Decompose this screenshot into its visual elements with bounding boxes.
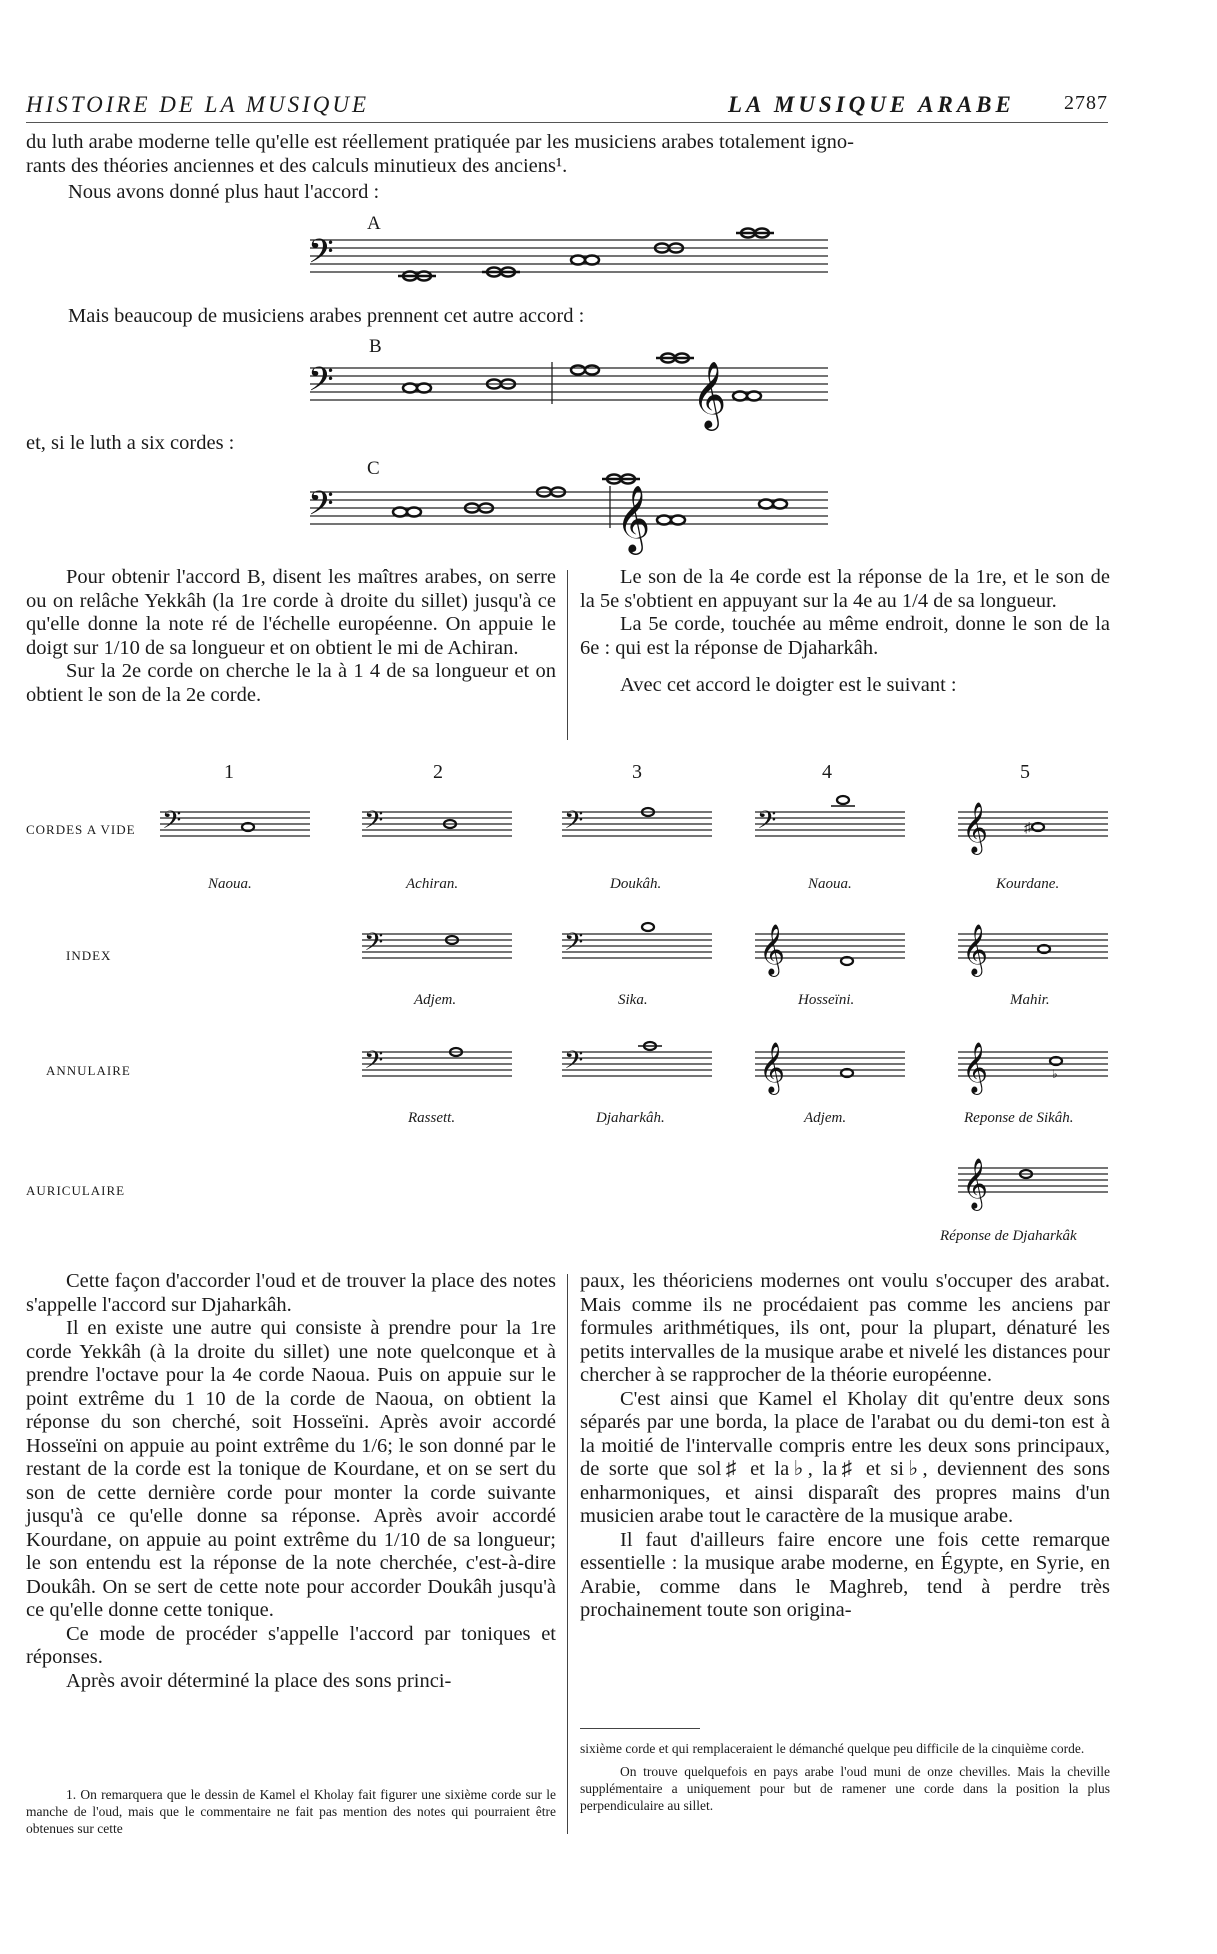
- intro-line-3: Nous avons donné plus haut l'accord :: [68, 181, 380, 203]
- svg-text:𝄢: 𝄢: [364, 928, 384, 963]
- row-label: CORDES A VIDE: [26, 822, 136, 837]
- column-number: 3: [632, 761, 642, 783]
- paragraph: Ce mode de procéder s'appelle l'accord par toniques et réponses.: [26, 1622, 556, 1668]
- note-name: Rassett.: [408, 1110, 456, 1126]
- column-number: 5: [1020, 761, 1030, 783]
- paragraph: Après avoir déterminé la place des sons princi-: [66, 1669, 452, 1692]
- svg-text:𝄞: 𝄞: [692, 360, 727, 428]
- svg-text:𝄢: 𝄢: [364, 1046, 384, 1081]
- footnote-right: [580, 1740, 1110, 1814]
- note-name: Achiran.: [406, 876, 459, 892]
- note-name: Kourdane.: [996, 876, 1060, 892]
- paragraph: C'est ainsi que Kamel el Kholay dit qu'entre deux sons séparés par une borda, la place de l'arabat ou du demi-ton est à la moitié de l'intervalle compris entre les deux sons principaux, de sorte que sol♯ et la♭, la♯ et si♭, deviennent des sons enharmoniques, et ainsi disparaît des propres mains d'un musicien arabe tout le caractère de la musique arabe.: [580, 1387, 1110, 1527]
- footnote-rule: [580, 1728, 700, 1729]
- staff-rassett: [362, 1048, 512, 1088]
- column-number: 4: [822, 761, 832, 783]
- staff-adjem-2: [755, 1042, 905, 1093]
- note-name: Naoua.: [808, 876, 852, 892]
- staff-doukah: [562, 808, 712, 848]
- staff-kourdane: [958, 802, 1108, 853]
- staff-achiran: [362, 808, 512, 848]
- accord-c-staff: [300, 484, 830, 552]
- note-name: Hosseïni.: [798, 992, 855, 1008]
- svg-text:𝄞: 𝄞: [759, 924, 786, 975]
- note-name: Réponse de Djaharkâk: [940, 1228, 1077, 1244]
- svg-text:𝄢: 𝄢: [564, 806, 584, 841]
- staff-reponse-sikah: [958, 1042, 1108, 1093]
- column-rule: [567, 570, 568, 740]
- svg-text:𝄢: 𝄢: [564, 1046, 584, 1081]
- running-header-left: HISTOIRE DE LA MUSIQUE: [26, 92, 370, 117]
- svg-text:𝄢: 𝄢: [308, 485, 334, 531]
- paragraph: Il faut d'ailleurs faire encore une fois cette remarque essentielle : la musique arabe moderne, en Égypte, en Syrie, en Arabie, comme dans le Maghreb, tend à perdre très prochainement toute son origina-: [580, 1528, 1110, 1621]
- note-name: Doukâh.: [610, 876, 662, 892]
- column-rule: [567, 1274, 568, 1834]
- svg-text:𝄢: 𝄢: [308, 233, 334, 279]
- footnote-text: On trouve quelquefois en pays arabe l'oud muni de onze chevilles. Mais la cheville supplémentaire a uniquement pour but de ramener une corde dans la position la plus perpendiculaire au sillet.: [580, 1764, 1110, 1813]
- intro-line-2: rants des théories anciennes et des calculs minutieux des anciens¹.: [26, 155, 568, 177]
- row-label: AURICULAIRE: [26, 1183, 126, 1198]
- accord-c-label: C: [367, 458, 380, 479]
- note-name: Djaharkâh.: [596, 1110, 665, 1126]
- svg-text:𝄞: 𝄞: [616, 484, 651, 552]
- note-name: Mahir.: [1010, 992, 1050, 1008]
- column-number: 1: [224, 761, 234, 783]
- staff-reponse-djaharkah: [958, 1158, 1108, 1209]
- svg-text:𝄞: 𝄞: [962, 802, 989, 853]
- top-left-column: [26, 566, 556, 707]
- paragraph: Le son de la 4e corde est la réponse de la 1re, et le son de la 5e s'obtient en appuyant sur la 4e au 1/4 de sa longueur.: [580, 566, 1110, 612]
- svg-text:𝄢: 𝄢: [364, 806, 384, 841]
- svg-text:𝄞: 𝄞: [962, 924, 989, 975]
- footnote-text: 1. On remarquera que le dessin de Kamel el Kholay fait figurer une sixième corde sur le manche de l'oud, mais que le commentaire ne fait pas mention des notes qui pourraient être obtenues sur cette: [26, 1787, 556, 1836]
- paragraph: Sur la 2e corde on cherche le la à 1 4 de sa longueur et on obtient le son de la 2e corde.: [26, 660, 556, 706]
- row-label: ANNULAIRE: [46, 1063, 131, 1078]
- svg-text:𝄞: 𝄞: [962, 1158, 989, 1209]
- note-name: Sika.: [618, 992, 648, 1008]
- note-name: Adjem.: [804, 1110, 847, 1126]
- row-label: INDEX: [66, 948, 112, 963]
- paragraph: paux, les théoriciens modernes ont voulu s'occuper des arabat. Mais comme ils ne procédaient pas comme les anciens par formules arithmétiques, ils ont, pour la plupart, dénaturé les petits intervalles de la musique arabe et nivelé les distances pour chercher à se rapprocher de la théorie européenne.: [580, 1270, 1110, 1386]
- svg-text:𝄢: 𝄢: [757, 806, 777, 841]
- paragraph: Pour obtenir l'accord B, disent les maîtres arabes, on serre ou on relâche Yekkâh (la 1re corde à droite du sillet) jusqu'à ce qu'elle donne la note ré de l'échelle européenne. On appuie le doigt sur 1/10 de sa longueur et on obtient le mi de Achiran.: [26, 566, 556, 659]
- column-number: 2: [433, 761, 443, 783]
- running-header-right: LA MUSIQUE ARABE: [728, 92, 1015, 117]
- staff-djaharkah: [562, 1048, 712, 1088]
- staff-adjem: [362, 930, 512, 970]
- note-name: Naoua.: [208, 876, 252, 892]
- svg-text:♭: ♭: [1052, 1067, 1058, 1081]
- svg-text:𝄞: 𝄞: [962, 1042, 989, 1093]
- paragraph: Cette façon d'accorder l'oud et de trouver la place des notes s'appelle l'accord sur Djaharkâh.: [26, 1270, 556, 1316]
- svg-text:♯: ♯: [1024, 821, 1031, 836]
- svg-text:𝄞: 𝄞: [759, 1042, 786, 1093]
- accord-b-intro: Mais beaucoup de musiciens arabes prennent cet autre accord :: [68, 305, 585, 327]
- footnote-text: sixième corde et qui remplaceraient le démanché quelque peu difficile de la cinquième corde.: [580, 1741, 1085, 1756]
- accord-c-intro: et, si le luth a six cordes :: [26, 432, 235, 454]
- svg-text:𝄢: 𝄢: [564, 928, 584, 963]
- bottom-left-column: [26, 1270, 556, 1693]
- accord-b-staff: [300, 360, 830, 428]
- intro-line-1: du luth arabe moderne telle qu'elle est réellement pratiquée par les musiciens arabes totalement igno-: [26, 131, 854, 153]
- note-name: Adjem.: [414, 992, 457, 1008]
- page-number: 2787: [1064, 92, 1108, 114]
- bottom-right-column: [580, 1270, 1110, 1623]
- staff-hosseini: [755, 924, 905, 975]
- staff-mahir: [958, 924, 1108, 975]
- svg-text:𝄢: 𝄢: [162, 806, 182, 841]
- header-rule: [26, 122, 1108, 123]
- paragraph: Il en existe une autre qui consiste à prendre pour la 1re corde Yekkâh (à la droite du sillet) une note quelconque et à prendre l'octave pour la 4e corde Naoua. Puis on appuie sur le point extrême du 1 10 de la corde de Naoua, on obtient la réponse du son cherché, soit Hosseïni. Après avoir accordé Hosseïni on appuie au point extrême du 1/6; le son donné par le restant de la corde est la tonique de Kourdane, et on se sert du son de cette dernière corde pour monter la corde suivante jusqu'à ce qu'elle donne sa réponse. Après avoir accordé Kourdane, on appuie au point extrême du 1/10 de sa longueur; le son entendu est la réponse de la note cherchée, c'est-à-dire Doukâh. On se sert de cette note pour accorder Doukâh jusqu'à ce qu'elle donne cette tonique.: [26, 1317, 556, 1621]
- paragraph: La 5e corde, touchée au même endroit, donne le son de la 6e : qui est la réponse de Djaharkâh.: [580, 613, 1110, 659]
- staff-naoua-2: [755, 808, 905, 848]
- top-right-column: [580, 566, 1110, 698]
- accord-b-label: B: [369, 336, 382, 357]
- staff-naoua: [160, 808, 310, 848]
- accord-a-staff: [300, 233, 830, 286]
- staff-sika: [562, 930, 712, 970]
- paragraph: Avec cet accord le doigter est le suivant :: [620, 674, 957, 696]
- svg-text:𝄢: 𝄢: [308, 361, 334, 407]
- accord-a-label: A: [367, 213, 381, 234]
- note-name: Reponse de Sikâh.: [964, 1110, 1074, 1126]
- footnote-left: [26, 1786, 556, 1837]
